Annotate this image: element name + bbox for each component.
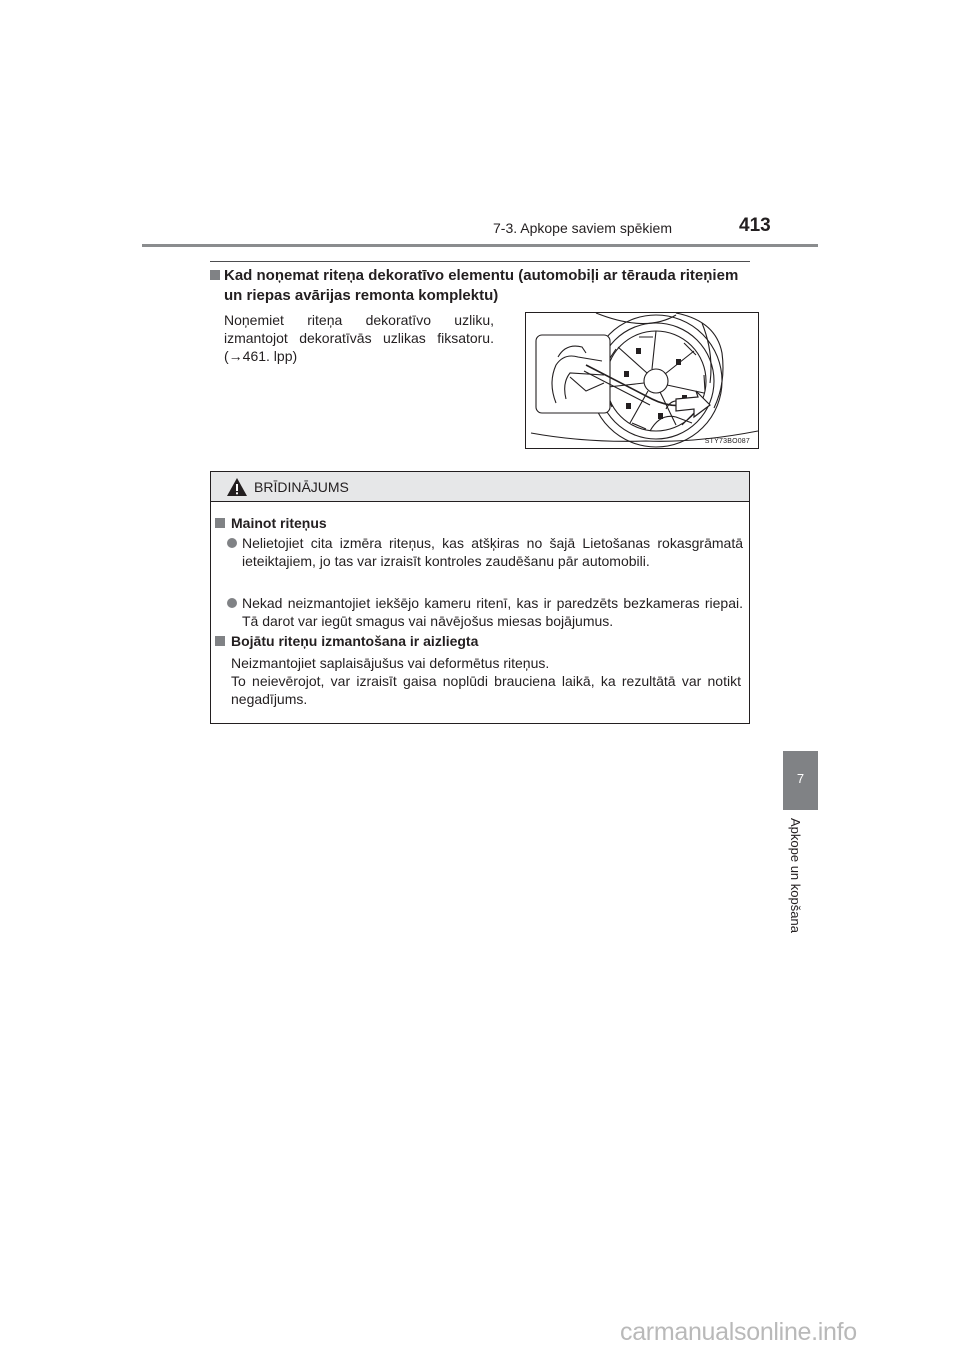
instruction-text: Noņemiet riteņa dekoratīvo uzliku, izmantojot dekoratīvās uzlikas fiksatoru. (→461. lpp) [224,312,494,364]
wheel-cover-removal-drawing [526,313,759,449]
page-number: 413 [739,215,771,236]
subsection-heading-line2: un riepas avārijas remonta komplektu) [224,287,499,304]
chapter-label: Apkope un kopšana [788,818,803,933]
square-bullet-icon [215,518,225,528]
watermark: carmanualsonline.info [620,1318,857,1346]
wheel-cover-illustration [525,312,759,449]
section-title: 7-3. Apkope saviem spēkiem [493,220,672,236]
warning-header [211,472,749,502]
warning-section-heading: Mainot riteņus [215,515,327,531]
content-top-rule [210,261,750,262]
subsection-heading [210,266,755,306]
warning-bullet: Nelietojiet cita izmēra riteņus, kas atšķiras no šajā Lietošanas rokasgrāmatā ieteiktajiem, jo tas var izraisīt kontroles zaudēšanu pār automobili. [227,534,743,570]
warning-triangle-icon [226,477,248,497]
warning-bullet: Nekad neizmantojiet iekšējo kameru ritenī, kas ir paredzēts bezkameras riepai. Tā darot var iegūt smagus vai nāvējošus miesas bojājumus. [227,594,743,630]
bullet-dot-icon [227,538,237,548]
bullet-dot-icon [227,598,237,608]
square-bullet-icon [210,270,220,280]
square-bullet-icon [215,636,225,646]
warning-title: BRĪDINĀJUMS [254,479,349,495]
chapter-number: 7 [796,771,805,786]
warning-paragraph: Neizmantojiet saplaisājušus vai deformētus riteņus. [231,655,550,671]
warning-section-heading: Bojātu riteņu izmantošana ir aizliegta [215,633,478,649]
warning-paragraph: To neievērojot, var izraisīt gaisa noplūdi brauciena laikā, ka rezultātā var notikt negadījums. [231,673,741,707]
chapter-tab [783,751,818,810]
warning-box [210,471,750,724]
header-rule [142,244,818,247]
subsection-heading-line1: Kad noņemat riteņa dekoratīvo elementu (automobiļi ar tērauda riteņiem [224,267,739,284]
illustration-code: STY73BO087 [704,438,750,445]
